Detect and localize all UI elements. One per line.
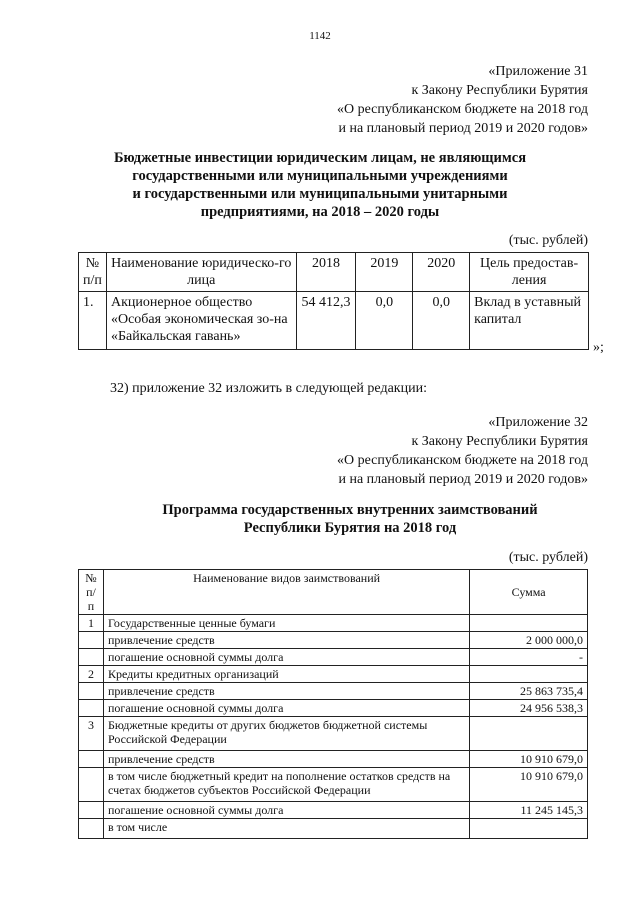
cell-num: [79, 700, 104, 717]
table-row: [79, 666, 588, 683]
cell-name: Акционерное общество «Особая экономическая зо-на «Байкальская гавань»: [106, 292, 296, 350]
cell-num: [79, 802, 104, 819]
table-header-row: [79, 570, 588, 615]
borrowings-table: [78, 569, 588, 839]
cell-num: [79, 768, 104, 802]
page-number: 1142: [309, 30, 331, 42]
cell-sum: [470, 615, 588, 632]
cell-name: погашение основной суммы долга: [103, 700, 469, 717]
header-name: Наименование юридическо-го лица: [106, 253, 296, 292]
title-line: Бюджетные инвестиции юридическим лицам, не являющимся: [113, 150, 527, 166]
cell-num: [79, 751, 104, 768]
item-32-text: 32) приложение 32 изложить в следующей редакции:: [110, 381, 427, 396]
cell-name: погашение основной суммы долга: [103, 649, 469, 666]
cell-sum: 10 910 679,0: [470, 751, 588, 768]
header-2020: 2020: [413, 253, 470, 292]
appendix-line: «О республиканском бюджете на 2018 год: [337, 102, 588, 117]
cell-name: привлечение средств: [103, 751, 469, 768]
cell-purpose: Вклад в уставный капитал: [470, 292, 589, 350]
cell-num: [79, 683, 104, 700]
table-row: [79, 819, 588, 839]
cell-name: привлечение средств: [103, 632, 469, 649]
cell-num: 1.: [79, 292, 107, 350]
cell-sum: -: [470, 649, 588, 666]
cell-name: погашение основной суммы долга: [103, 802, 469, 819]
appendix-line: и на плановый период 2019 и 2020 годов»: [338, 472, 588, 487]
appendix-line: к Закону Республики Бурятия: [411, 434, 588, 449]
appendix-line: «Приложение 32: [488, 415, 588, 430]
section-title-1: [80, 149, 560, 221]
table-row: [79, 683, 588, 700]
table-header-row: [79, 253, 589, 292]
table-row: [79, 649, 588, 666]
closing-quote: »;: [593, 340, 604, 355]
table-row: [79, 632, 588, 649]
header-num: № п/п: [79, 570, 104, 615]
borrowings-table-body: [79, 615, 588, 839]
cell-name: привлечение средств: [103, 683, 469, 700]
units-label-2: (тыс. рублей): [508, 550, 588, 565]
table-row: [79, 700, 588, 717]
appendix-line: к Закону Республики Бурятия: [411, 83, 588, 98]
cell-num: 2: [79, 666, 104, 683]
cell-sum: 11 245 145,3: [470, 802, 588, 819]
cell-num: 1: [79, 615, 104, 632]
cell-name: в том числе бюджетный кредит на пополнение остатков средств на счетах бюджетов субъектов Российской Федерации: [103, 768, 469, 802]
cell-sum: 10 910 679,0: [470, 768, 588, 802]
cell-name: в том числе: [103, 819, 469, 839]
cell-name: Кредиты кредитных организаций: [103, 666, 469, 683]
cell-sum: [470, 666, 588, 683]
header-name: Наименование видов заимствований: [103, 570, 469, 615]
units-label-1: (тыс. рублей): [508, 233, 588, 248]
appendix-line: и на плановый период 2019 и 2020 годов»: [338, 121, 588, 136]
cell-num: [79, 819, 104, 839]
cell-sum: 24 956 538,3: [470, 700, 588, 717]
cell-num: [79, 649, 104, 666]
title-line: предприятиями, на 2018 – 2020 годы: [200, 204, 440, 220]
cell-sum: [470, 819, 588, 839]
cell-2019: 0,0: [356, 292, 413, 350]
title-line: государственными или муниципальными учреждениями: [132, 168, 508, 184]
cell-num: [79, 632, 104, 649]
section-title-2: [110, 501, 590, 537]
cell-2018: 54 412,3: [296, 292, 356, 350]
header-2019: 2019: [356, 253, 413, 292]
cell-2020: 0,0: [413, 292, 470, 350]
cell-sum: 25 863 735,4: [470, 683, 588, 700]
cell-name: Государственные ценные бумаги: [103, 615, 469, 632]
table-row: [79, 615, 588, 632]
table-row: [79, 751, 588, 768]
appendix-line: «О республиканском бюджете на 2018 год: [337, 453, 588, 468]
appendix-32-header: [337, 413, 588, 489]
cell-sum: 2 000 000,0: [470, 632, 588, 649]
title-line: Программа государственных внутренних заимствований: [162, 502, 538, 518]
cell-name: Бюджетные кредиты от других бюджетов бюджетной системы Российской Федерации: [103, 717, 469, 751]
table-row: [79, 768, 588, 802]
header-purpose: Цель предостав-ления: [470, 253, 589, 292]
header-num: № п/п: [79, 253, 107, 292]
cell-sum: [470, 717, 588, 751]
cell-num: 3: [79, 717, 104, 751]
title-line: Республики Бурятия на 2018 год: [243, 520, 457, 536]
table-row: [79, 717, 588, 751]
header-2018: 2018: [296, 253, 356, 292]
title-line: и государственными или муниципальными унитарными: [132, 186, 508, 202]
investment-table: [78, 252, 589, 350]
table-row: [79, 292, 589, 350]
appendix-line: «Приложение 31: [488, 64, 588, 79]
appendix-31-header: [337, 62, 588, 138]
header-sum: Сумма: [470, 570, 588, 615]
table-row: [79, 802, 588, 819]
